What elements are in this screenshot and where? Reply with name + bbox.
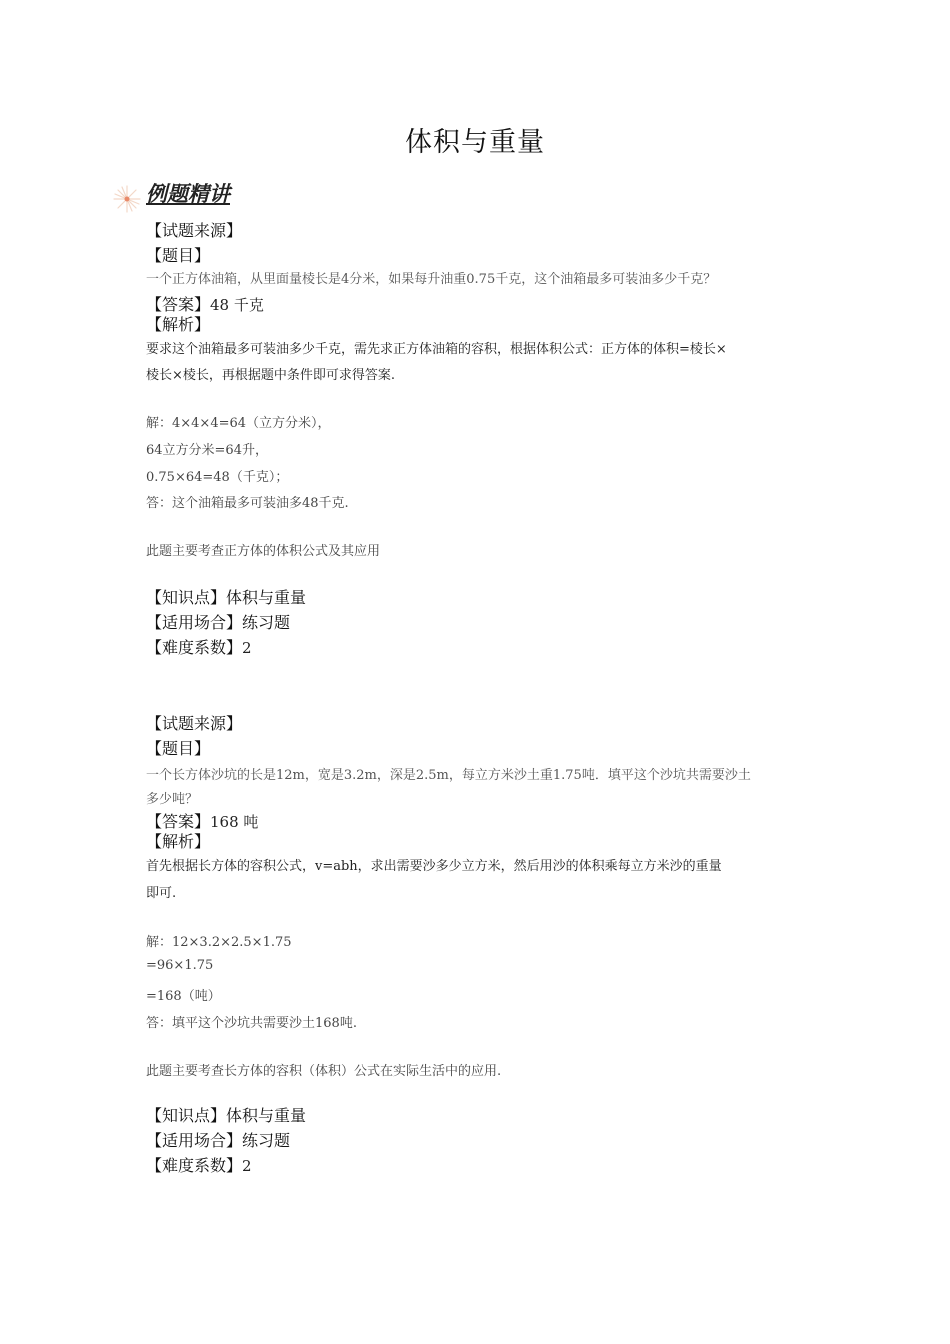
analysis-tag: 【解析】 <box>146 832 211 851</box>
usage-row <box>146 1128 290 1151</box>
difficulty-tag: 【难度系数】 <box>146 1156 243 1175</box>
knowledge-tag: 【知识点】 <box>146 1106 227 1125</box>
solution-line: =96×1.75 <box>146 958 214 973</box>
usage-tag: 【适用场合】 <box>146 613 243 632</box>
solution-line: =168（吨） <box>146 989 221 1004</box>
usage-row <box>146 610 290 633</box>
solution-line: 0.75×64=48（千克）； <box>146 470 289 485</box>
analysis-line: 棱长×棱长，再根据题中条件即可求得答案. <box>146 368 396 383</box>
answer-tag: 【答案】 <box>146 295 211 314</box>
source-tag: 【试题来源】 <box>146 221 243 240</box>
difficulty-row <box>146 1153 252 1176</box>
difficulty-value: 2 <box>242 1157 252 1175</box>
page-title: 体积与重量 <box>405 127 545 158</box>
solution-line: 答：填平这个沙坑共需要沙土168吨. <box>146 1016 357 1031</box>
usage-value: 练习题 <box>242 613 291 632</box>
solution-line: 解：12×3.2×2.5×1.75 <box>146 935 292 950</box>
solution-line: 解：4×4×4=64（立方分米）， <box>146 416 331 431</box>
solution-line: 答：这个油箱最多可装油多48千克. <box>146 496 349 511</box>
analysis-line: 即可. <box>146 886 177 901</box>
analysis-line: 首先根据长方体的容积公式，v=abh，求出需要沙多少立方米，然后用沙的体积乘每立方米沙的重量 <box>146 859 722 874</box>
analysis-line: 要求这个油箱最多可装油多少千克，需先求正方体油箱的容积，根据体积公式：正方体的体积=棱长× <box>146 342 727 357</box>
summary-line: 此题主要考查长方体的容积（体积）公式在实际生活中的应用. <box>146 1064 502 1079</box>
question-line: 多少吨？ <box>146 792 199 807</box>
knowledge-value: 体积与重量 <box>226 588 307 607</box>
answer-tag: 【答案】 <box>146 812 211 831</box>
topic-tag: 【题目】 <box>146 246 211 265</box>
answer-value: 48 千克 <box>210 296 264 314</box>
answer-value: 168 吨 <box>210 813 259 831</box>
difficulty-tag: 【难度系数】 <box>146 638 243 657</box>
knowledge-row <box>146 1103 306 1126</box>
usage-value: 练习题 <box>242 1131 291 1150</box>
knowledge-row <box>146 585 306 608</box>
knowledge-tag: 【知识点】 <box>146 588 227 607</box>
summary-line: 此题主要考查正方体的体积公式及其应用 <box>146 544 381 559</box>
solution-line: 64立方分米=64升， <box>146 443 268 458</box>
knowledge-value: 体积与重量 <box>226 1106 307 1125</box>
question-line: 一个长方体沙坑的长是12m，宽是3.2m，深是2.5m，每立方米沙土重1.75吨．填平这个沙坑共需要沙土 <box>146 768 751 783</box>
usage-tag: 【适用场合】 <box>146 1131 243 1150</box>
analysis-tag: 【解析】 <box>146 315 211 334</box>
sparkle-icon <box>112 184 142 214</box>
difficulty-row <box>146 635 252 658</box>
topic-tag: 【题目】 <box>146 739 211 758</box>
question-line: 一个正方体油箱，从里面量棱长是4分米，如果每升油重0.75千克，这个油箱最多可装油多少千克？ <box>146 272 717 287</box>
source-tag: 【试题来源】 <box>146 714 243 733</box>
difficulty-value: 2 <box>242 639 252 657</box>
section-label: 例题精讲 <box>146 182 230 206</box>
